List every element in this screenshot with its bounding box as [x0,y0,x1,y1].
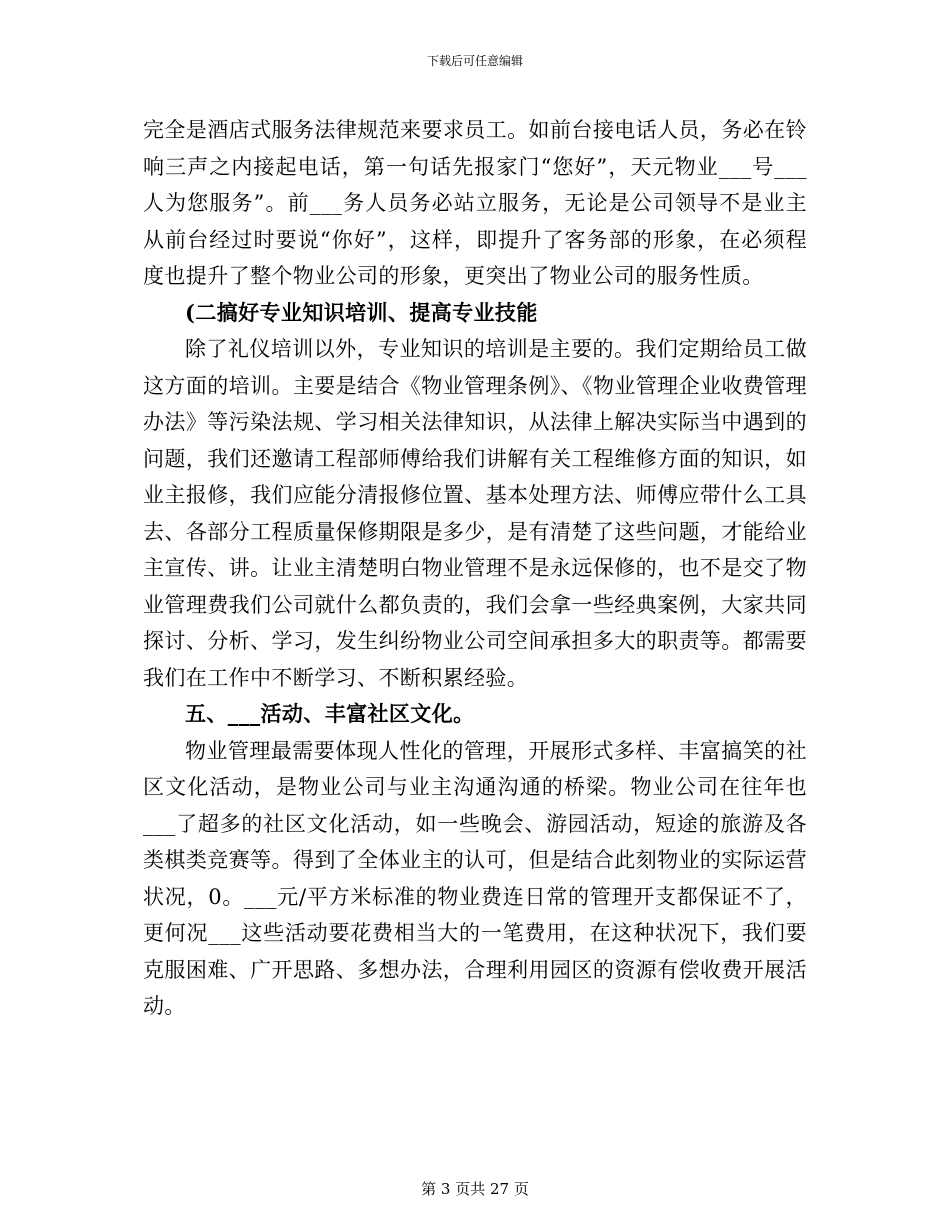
paragraph-service-standards: 完全是酒店式服务法律规范来要求员工。如前台接电话人员，务必在铃响三声之内接起电话，第一句话先报家门“您好”，天元物业___号___人为您服务”。前___务人员务必站立服务，无论是公司领导不是业主从前台经过时要说“你好”，这样，即提升了客务部的形象，在必须程度也提升了整个物业公司的形象，更突出了物业公司的服务性质。 [143,118,807,288]
section-heading-community-culture: 五、___活动、丰富社区文化。 [185,701,475,726]
page-footer: 第 3 页共 27 页 [421,1180,529,1198]
paragraph-professional-training: 除了礼仪培训以外，专业知识的培训是主要的。我们定期给员工做这方面的培训。主要是结合《物业管理条例》、《物业管理企业收费管理办法》等污染法规、学习相关法律知识，从法律上解决实际当中遇到的问题，我们还邀请工程部师傅给我们讲解有关工程维修方面的知识，如业主报修，我们应能分清报修位置、基本处理方法、师傅应带什么工具去、各部分工程质量保修期限是多少，是有清楚了这些问题，才能给业主宣传、讲。让业主清楚明白物业管理不是永远保修的，也不是交了物业管理费我们公司就什么都负责的，我们会拿一些经典案例，大家共同探讨、分析、学习，发生纠纷物业公司空间承担多大的职责等。都需要我们在工作中不断学习、不断积累经验。 [143,337,807,690]
section-heading-training: (二搞好专业知识培训、提高专业技能 [185,299,538,325]
paragraph-community-activities: 物业管理最需要体现人性化的管理，开展形式多样、丰富搞笑的社区文化活动，是物业公司与业主沟通沟通的桥梁。物业公司在往年也___了超多的社区文化活动，如一些晚会、游园活动，短途的旅游及各类棋类竞赛等。得到了全体业主的认可，但是结合此刻物业的实际运营状况，0。___元/平方米标准的物业费连日常的管理开支都保证不了，更何况___这些活动要花费相当大的一笔费用，在这种状况下，我们要克服困难、广开思路、多想办法，合理利用园区的资源有偿收费开展活动。 [143,738,807,1018]
page-header: 下载后可任意编辑 [426,54,523,68]
document-body [143,112,807,1025]
